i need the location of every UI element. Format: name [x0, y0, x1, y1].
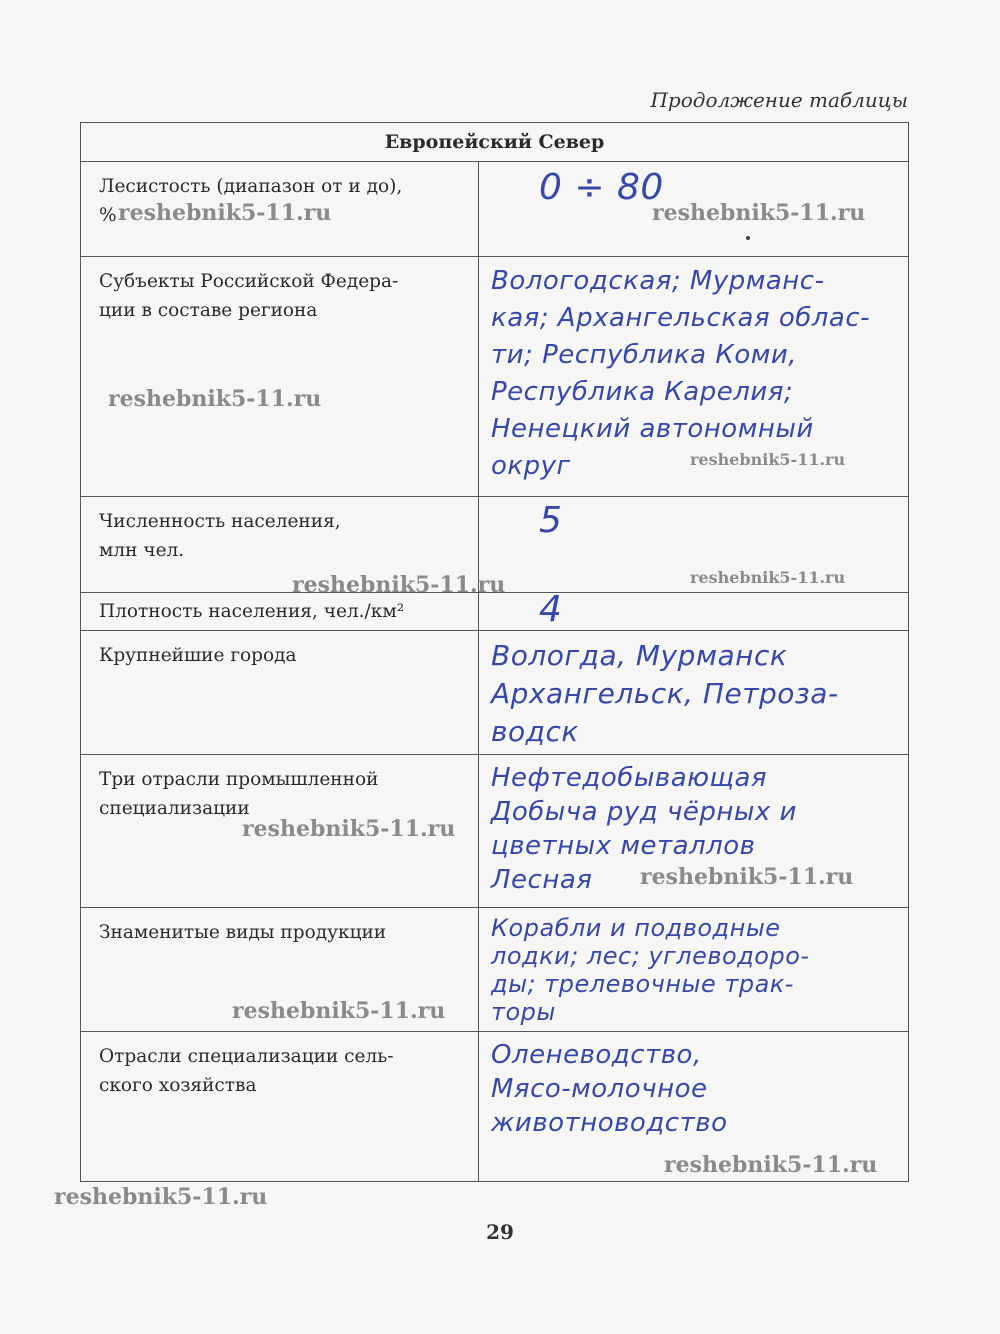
row-label-federal-subjects: Субъекты Российской Федера- ции в составе региона [99, 271, 399, 321]
watermark: reshebnik5-11.ru [664, 1152, 878, 1178]
watermark: reshebnik5-11.ru [690, 568, 846, 587]
watermark: reshebnik5-11.ru [242, 816, 456, 842]
table-row [81, 908, 909, 1032]
row-label-industry: Три отрасли промышленной специализации [99, 769, 379, 819]
row-label-population: Численность населения, млн чел. [99, 511, 341, 561]
watermark: reshebnik5-11.ru [690, 450, 846, 469]
table-header-row [81, 123, 909, 162]
row-answer-density: 4 [539, 589, 563, 630]
pen-dot [746, 236, 750, 240]
row-answer-industry: Нефтедобывающая Добыча руд чёрных и цветных металлов Лесная [491, 763, 797, 895]
page-number: 29 [486, 1220, 514, 1244]
watermark: reshebnik5-11.ru [652, 200, 866, 226]
watermark: reshebnik5-11.ru [292, 572, 506, 598]
row-answer-federal-subjects: Вологодская; Мурманс- кая; Архангельская облас- ти; Республика Коми, Республика Карелия; Ненецкий автономный округ [491, 266, 871, 481]
table-continuation-note: Продолжение таблицы [650, 88, 908, 112]
row-label-largest-cities: Крупнейшие города [99, 645, 297, 666]
row-label-forest-cover: Лесистость (диапазон от и до), % [99, 176, 403, 226]
table-row [81, 593, 909, 631]
row-answer-famous-products: Корабли и подводные лодки; лес; углеводоро- ды; трелевочные трак- торы [491, 914, 810, 1026]
region-table [80, 122, 909, 1182]
row-answer-agriculture: Оленеводство, Мясо-молочное животноводство [491, 1040, 728, 1138]
watermark: reshebnik5-11.ru [54, 1184, 268, 1210]
watermark: reshebnik5-11.ru [640, 864, 854, 890]
region-title: Европейский Север [81, 123, 909, 162]
row-label-agriculture: Отрасли специализации сель- ского хозяйства [99, 1046, 394, 1096]
row-answer-forest-cover: 0 ÷ 80 [539, 167, 664, 208]
watermark: reshebnik5-11.ru [118, 200, 332, 226]
row-label-famous-products: Знаменитые виды продукции [99, 922, 387, 943]
row-answer-largest-cities: Вологда, Мурманск Архангельск, Петроза- водск [491, 639, 839, 748]
watermark: reshebnik5-11.ru [232, 998, 446, 1024]
row-answer-population: 5 [539, 500, 563, 541]
row-label-density: Плотность населения, чел./км² [99, 601, 405, 622]
watermark: reshebnik5-11.ru [108, 386, 322, 412]
table-row [81, 631, 909, 755]
